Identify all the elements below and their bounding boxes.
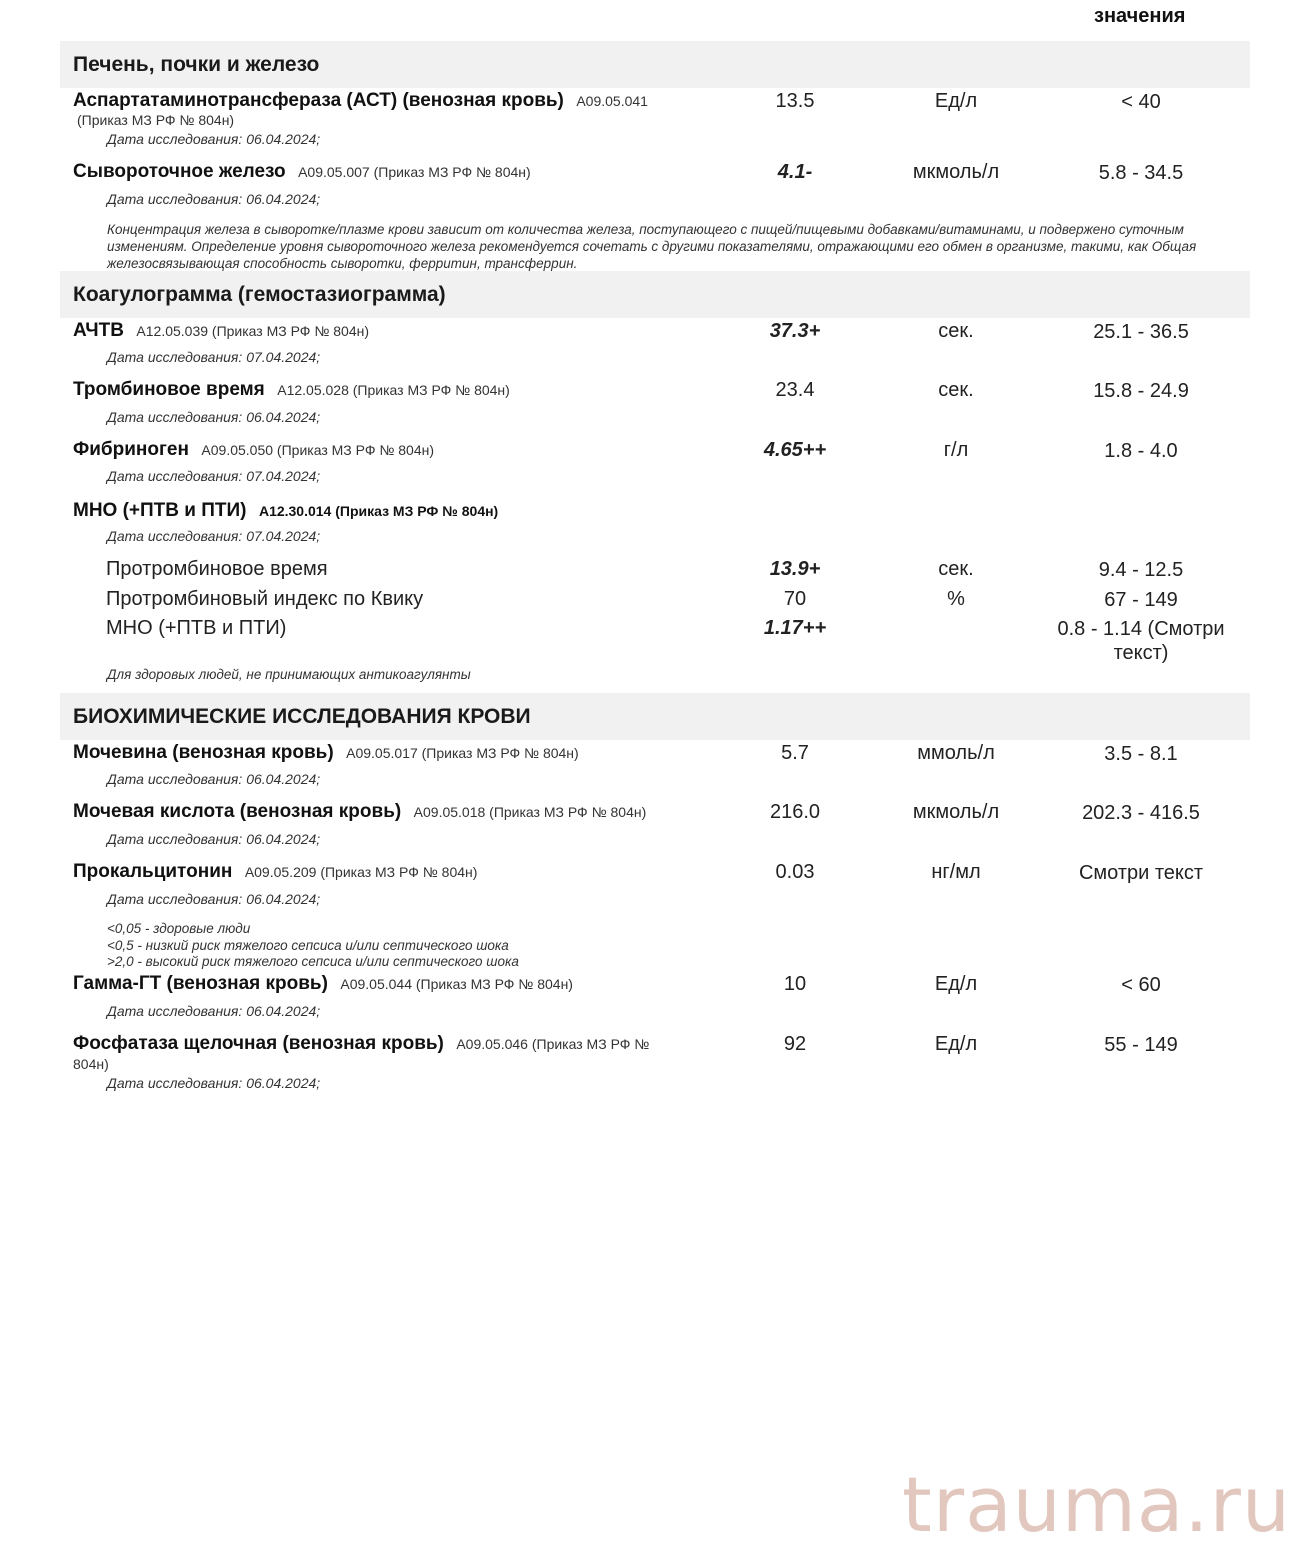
subtest-name: МНО (+ПТВ и ПТИ): [106, 617, 287, 639]
test-row-thrombin-time: [73, 379, 510, 401]
subtest-reference-line: текст): [1113, 642, 1169, 664]
subtest-value: 1.17++: [763, 617, 827, 639]
test-date: Дата исследования: 06.04.2024;: [107, 1003, 321, 1019]
test-date: Дата исследования: 06.04.2024;: [107, 1075, 321, 1091]
test-value: 23.4: [775, 379, 815, 401]
test-code: A12.05.028 (Приказ МЗ РФ № 804н): [277, 382, 510, 398]
test-code-continued: 804н): [73, 1056, 109, 1072]
test-reference: < 60: [1121, 974, 1161, 996]
test-date: Дата исследования: 06.04.2024;: [107, 131, 321, 147]
test-date: Дата исследования: 07.04.2024;: [107, 349, 321, 365]
test-value: 92: [783, 1033, 807, 1055]
test-code: A09.05.041: [576, 93, 648, 109]
test-name: Прокальцитонин: [73, 861, 233, 882]
test-note: Концентрация железа в сыворотке/плазме крови зависит от количества железа, поступающего с пищей/пищевыми добавками/витаминами, и подвержено суточным изменениям. Определение уровня сывороточного железа рекомендуется сочетать с другими показателями, отражающими его обмен в организме, такими, как Общая железосвязывающая способность сыворотки, ферритин, трансферрин.: [107, 222, 1197, 271]
watermark: trauma.ru: [902, 1460, 1291, 1549]
test-name: Мочевая кислота (венозная кровь): [73, 801, 402, 822]
subtest-reference: 67 - 149: [1104, 589, 1178, 611]
test-reference: 25.1 - 36.5: [1093, 321, 1189, 343]
test-date: Дата исследования: 06.04.2024;: [107, 771, 321, 787]
test-name: Фибриноген: [73, 439, 189, 460]
subtest-reference: [1032, 617, 1250, 665]
subtest-reference: 9.4 - 12.5: [1098, 559, 1184, 581]
test-row-ast: [73, 90, 648, 112]
subtest-value: 70: [783, 588, 807, 610]
test-row-procalcitonin: [73, 861, 477, 883]
test-value: 13.5: [775, 90, 815, 112]
test-date: Дата исследования: 07.04.2024;: [107, 468, 321, 484]
test-unit: сек.: [938, 379, 974, 401]
test-code: A09.05.007 (Приказ МЗ РФ № 804н): [298, 164, 531, 180]
test-name: АЧТВ: [73, 320, 124, 341]
test-unit: мкмоль/л: [912, 161, 1000, 183]
test-code: A09.05.046 (Приказ МЗ РФ №: [456, 1036, 650, 1052]
test-note: [107, 921, 1257, 971]
test-reference: 1.8 - 4.0: [1104, 440, 1178, 462]
test-row-inr-group: [73, 500, 498, 522]
test-unit: Ед/л: [934, 1033, 978, 1055]
test-name: Тромбиновое время: [73, 379, 265, 400]
test-unit: нг/мл: [931, 861, 981, 883]
test-row-gamma-gt: [73, 973, 573, 995]
test-reference: Смотри текст: [1078, 862, 1204, 884]
test-row-iron: [73, 161, 531, 183]
test-code: A09.05.017 (Приказ МЗ РФ № 804н): [346, 745, 579, 761]
test-value: 4.65++: [763, 439, 827, 461]
test-name: Аспартатаминотрансфераза (АСТ) (венозная кровь): [73, 90, 564, 111]
test-unit: мкмоль/л: [912, 801, 1000, 823]
section-header-liver: [60, 41, 1250, 88]
test-order: (Приказ МЗ РФ № 804н): [77, 112, 235, 128]
test-code: A09.05.018 (Приказ МЗ РФ № 804н): [413, 804, 647, 820]
test-value: 10: [783, 973, 807, 995]
test-date: Дата исследования: 06.04.2024;: [107, 891, 321, 907]
test-date: Дата исследования: 06.04.2024;: [107, 191, 321, 207]
test-reference: 5.8 - 34.5: [1098, 162, 1184, 184]
note-line: >2,0 - высокий риск тяжелого сепсиса и/или септического шока: [107, 954, 519, 969]
test-row-aptt: [73, 320, 369, 342]
test-code: A12.05.039 (Приказ МЗ РФ № 804н): [136, 323, 369, 339]
test-reference: 55 - 149: [1104, 1034, 1178, 1056]
test-value: 37.3+: [769, 320, 821, 342]
test-name: МНО (+ПТВ и ПТИ): [73, 500, 247, 521]
test-row-alkaline-phosphatase: [73, 1033, 649, 1055]
test-date: Дата исследования: 07.04.2024;: [107, 528, 321, 544]
subtest-name: Протромбиновый индекс по Квику: [106, 588, 424, 610]
test-reference: 202.3 - 416.5: [1082, 802, 1200, 824]
subtest-name: Протромбиновое время: [106, 558, 328, 580]
test-name: Гамма-ГТ (венозная кровь): [73, 973, 328, 994]
test-unit: Ед/л: [934, 90, 978, 112]
subtest-value: 13.9+: [769, 558, 821, 580]
test-unit: Ед/л: [934, 973, 978, 995]
test-value: 5.7: [781, 742, 809, 764]
section-title: БИОХИМИЧЕСКИЕ ИССЛЕДОВАНИЯ КРОВИ: [73, 705, 531, 728]
subtest-unit: %: [947, 588, 965, 610]
subtest-reference-line: 0.8 - 1.14 (Смотри: [1057, 618, 1225, 640]
test-name: Сывороточное железо: [73, 161, 286, 182]
test-unit: ммоль/л: [917, 742, 995, 764]
section-header-biochemistry: [60, 693, 1250, 740]
section-title: Печень, почки и железо: [73, 53, 320, 76]
test-note: Для здоровых людей, не принимающих антикоагулянты: [107, 667, 471, 682]
test-unit: г/л: [943, 439, 969, 461]
test-reference: < 40: [1121, 91, 1161, 113]
test-value: 216.0: [769, 801, 821, 823]
test-name: Фосфатаза щелочная (венозная кровь): [73, 1033, 444, 1054]
test-reference: 3.5 - 8.1: [1104, 743, 1178, 765]
section-header-coagulogram: [60, 271, 1250, 318]
test-value: 0.03: [775, 861, 815, 883]
test-date: Дата исследования: 06.04.2024;: [107, 831, 321, 847]
test-row-fibrinogen: [73, 439, 434, 461]
test-code: A12.30.014 (Приказ МЗ РФ № 804н): [258, 503, 499, 519]
test-reference: 15.8 - 24.9: [1093, 380, 1189, 402]
test-code: A09.05.050 (Приказ МЗ РФ № 804н): [201, 442, 435, 458]
subtest-unit: сек.: [938, 558, 974, 580]
test-value: 4.1-: [777, 161, 813, 183]
note-line: <0,5 - низкий риск тяжелого сепсиса и/или септического шока: [107, 937, 509, 953]
test-code: A09.05.044 (Приказ МЗ РФ № 804н): [340, 976, 573, 992]
test-unit: сек.: [938, 320, 974, 342]
test-name: Мочевина (венозная кровь): [73, 742, 334, 763]
test-row-urea: [73, 742, 579, 764]
note-line: <0,05 - здоровые люди: [107, 921, 251, 936]
test-code: A09.05.209 (Приказ МЗ РФ № 804н): [244, 864, 478, 880]
test-date: Дата исследования: 06.04.2024;: [107, 409, 321, 425]
section-title: Коагулограмма (гемостазиограмма): [73, 283, 446, 306]
reference-column-header: значения: [1094, 5, 1186, 27]
test-row-uric-acid: [73, 801, 646, 823]
